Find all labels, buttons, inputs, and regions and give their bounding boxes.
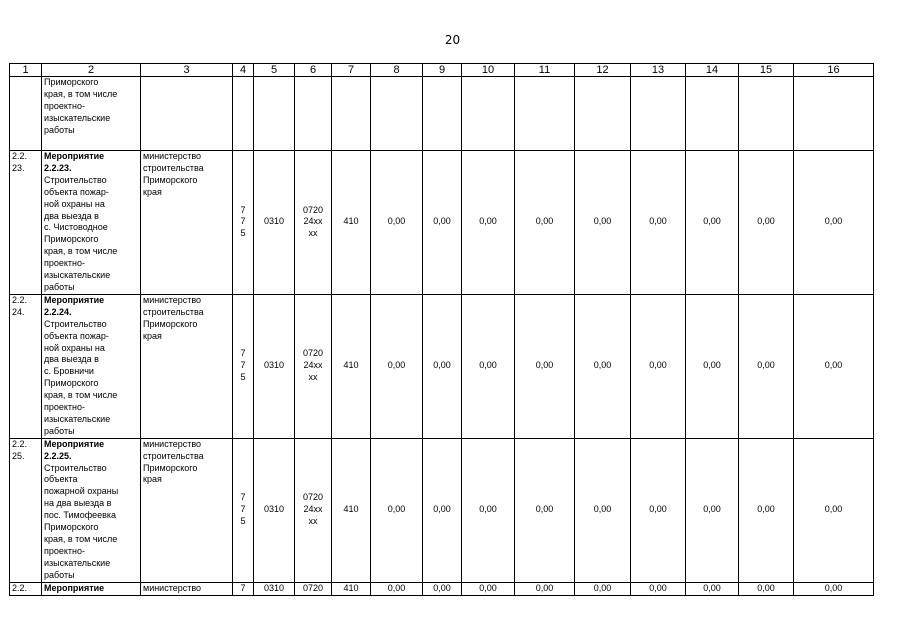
description-cell xyxy=(42,294,141,438)
empty-cell xyxy=(423,77,462,151)
description-line: объекта xyxy=(44,474,78,485)
grbs-cell: 7 xyxy=(233,582,254,595)
amount-cell: 0,00 xyxy=(794,294,874,438)
table-body xyxy=(10,64,874,596)
description-line: Строительство xyxy=(44,318,107,329)
amount-cell: 0,00 xyxy=(462,151,515,295)
vr-cell: 410 xyxy=(332,151,371,295)
description-line: края, в том числе xyxy=(44,390,118,401)
description-line: края, в том числе xyxy=(44,88,118,99)
executor-line: края xyxy=(143,186,162,197)
amount-cell: 0,00 xyxy=(371,582,423,595)
amount-cell: 0,00 xyxy=(575,151,631,295)
grbs-line: 7 xyxy=(240,204,246,215)
table-row-partial xyxy=(10,582,874,595)
rzpr-cell: 0310 xyxy=(254,151,295,295)
column-number-cell: 2 xyxy=(42,64,141,77)
executor-line: Приморского xyxy=(143,318,198,329)
executor-cell xyxy=(141,294,233,438)
amount-cell: 0,00 xyxy=(739,294,794,438)
csr-line: 24хх xyxy=(303,216,323,227)
row-number-line: 24. xyxy=(12,306,25,317)
description-line: Приморского xyxy=(44,522,99,533)
column-number-cell: 12 xyxy=(575,64,631,77)
executor-line: строительства xyxy=(143,162,204,173)
csr-line: 0720 xyxy=(302,492,324,503)
executor-line: края xyxy=(143,330,162,341)
amount-cell: 0,00 xyxy=(631,151,686,295)
description-line: Приморского xyxy=(44,77,99,87)
amount-cell: 0,00 xyxy=(462,438,515,582)
table-row xyxy=(10,151,874,295)
grbs-line: 5 xyxy=(240,516,246,527)
column-number-cell: 16 xyxy=(794,64,874,77)
column-number-cell: 8 xyxy=(371,64,423,77)
amount-cell: 0,00 xyxy=(515,438,575,582)
vr-cell: 410 xyxy=(332,582,371,595)
continuation-row xyxy=(10,77,874,151)
description-cell xyxy=(42,77,141,151)
amount-cell: 0,00 xyxy=(739,582,794,595)
measure-title-line: Мероприятие xyxy=(44,151,105,161)
executor-line: строительства xyxy=(143,450,204,461)
amount-cell: 0,00 xyxy=(423,582,462,595)
row-number-line: 2.2. xyxy=(12,294,28,305)
description-cell xyxy=(42,151,141,295)
empty-cell xyxy=(10,77,42,151)
description-line: края, в том числе xyxy=(44,534,118,544)
amount-cell: 0,00 xyxy=(631,582,686,595)
amount-cell: 0,00 xyxy=(631,438,686,582)
column-number-cell: 9 xyxy=(423,64,462,77)
amount-cell: 0,00 xyxy=(462,582,515,595)
csr-cell xyxy=(295,438,332,582)
csr-cell xyxy=(295,151,332,295)
table-row xyxy=(10,438,874,582)
description-line: края, в том числе xyxy=(44,246,118,257)
row-number-cell xyxy=(10,294,42,438)
row-number-cell xyxy=(10,438,42,582)
measure-title-line: 2.2.23. xyxy=(44,162,72,173)
description-line: проектно- xyxy=(44,402,86,413)
csr-line: 0720 xyxy=(302,348,324,359)
grbs-line: 5 xyxy=(240,228,246,239)
grbs-line: 5 xyxy=(240,372,246,383)
amount-cell: 0,00 xyxy=(371,294,423,438)
grbs-line: 7 xyxy=(240,504,246,515)
description-line: изыскательские xyxy=(44,112,111,123)
executor-line: края xyxy=(143,474,162,485)
empty-cell xyxy=(233,77,254,151)
empty-cell xyxy=(739,77,794,151)
empty-cell xyxy=(462,77,515,151)
column-number-cell: 3 xyxy=(141,64,233,77)
description-line: работы xyxy=(44,281,75,292)
page-number: 20 xyxy=(444,33,461,47)
empty-cell xyxy=(141,77,233,151)
column-number-cell: 4 xyxy=(233,64,254,77)
measure-title-line: Мероприятие xyxy=(44,438,105,449)
column-number-cell: 13 xyxy=(631,64,686,77)
empty-cell xyxy=(295,77,332,151)
grbs-line: 7 xyxy=(240,492,246,503)
description-line: работы xyxy=(44,569,75,580)
csr-line: хх xyxy=(308,228,318,239)
row-number-line: 2.2. xyxy=(12,438,28,449)
amount-cell: 0,00 xyxy=(739,438,794,582)
csr-line: хх xyxy=(308,372,318,383)
amount-cell: 0,00 xyxy=(515,294,575,438)
empty-cell xyxy=(575,77,631,151)
budget-table xyxy=(9,63,874,596)
description-line: проектно- xyxy=(44,545,86,556)
amount-cell: 0,00 xyxy=(575,438,631,582)
description-cell: Мероприятие xyxy=(42,582,141,595)
description-line: с. Чистоводное xyxy=(44,222,108,233)
amount-cell: 0,00 xyxy=(575,294,631,438)
description-line: изыскательские xyxy=(44,413,111,424)
grbs-cell xyxy=(233,294,254,438)
row-number-line: 2.2. xyxy=(12,151,28,161)
table-row xyxy=(10,294,874,438)
rzpr-cell: 0310 xyxy=(254,438,295,582)
csr-cell: 0720 xyxy=(295,582,332,595)
vr-cell: 410 xyxy=(332,294,371,438)
column-number-cell: 10 xyxy=(462,64,515,77)
description-line: с. Бровничи xyxy=(44,366,94,377)
description-line: работы xyxy=(44,124,75,135)
csr-cell xyxy=(295,294,332,438)
amount-cell: 0,00 xyxy=(794,438,874,582)
empty-cell xyxy=(794,77,874,151)
amount-cell: 0,00 xyxy=(371,438,423,582)
amount-cell: 0,00 xyxy=(794,582,874,595)
description-line: ной охраны на xyxy=(44,198,105,209)
executor-cell: министерство xyxy=(141,582,233,595)
amount-cell: 0,00 xyxy=(515,582,575,595)
executor-cell xyxy=(141,438,233,582)
csr-line: хх xyxy=(308,516,318,527)
measure-title-line: 2.2.24. xyxy=(44,306,72,317)
executor-cell xyxy=(141,151,233,295)
amount-cell: 0,00 xyxy=(686,438,739,582)
amount-cell: 0,00 xyxy=(631,294,686,438)
amount-cell: 0,00 xyxy=(423,438,462,582)
vr-cell: 410 xyxy=(332,438,371,582)
description-line: объекта пожар- xyxy=(44,330,109,341)
grbs-line: 7 xyxy=(240,360,246,371)
description-line: работы xyxy=(44,425,75,436)
description-line: пос. Тимофеевка xyxy=(44,510,117,521)
empty-cell xyxy=(254,77,295,151)
grbs-line: 7 xyxy=(240,348,246,359)
grbs-cell xyxy=(233,438,254,582)
column-number-cell: 5 xyxy=(254,64,295,77)
description-line: два выезда в xyxy=(44,354,99,365)
grbs-cell xyxy=(233,151,254,295)
column-number-cell: 7 xyxy=(332,64,371,77)
empty-cell xyxy=(332,77,371,151)
row-number-line: 25. xyxy=(12,450,25,461)
grbs-line: 7 xyxy=(240,216,246,227)
description-line: пожарной охраны xyxy=(44,486,119,497)
executor-line: Приморского xyxy=(143,462,198,473)
column-number-cell: 11 xyxy=(515,64,575,77)
csr-line: 24хх xyxy=(303,504,323,515)
description-line: Строительство xyxy=(44,174,107,185)
description-line: проектно- xyxy=(44,258,86,269)
amount-cell: 0,00 xyxy=(371,151,423,295)
amount-cell: 0,00 xyxy=(686,582,739,595)
description-line: изыскательские xyxy=(44,557,111,568)
empty-cell xyxy=(515,77,575,151)
column-number-cell: 15 xyxy=(739,64,794,77)
executor-line: Приморского xyxy=(143,174,198,185)
amount-cell: 0,00 xyxy=(794,151,874,295)
executor-line: министерство xyxy=(143,438,202,449)
column-number-cell: 6 xyxy=(295,64,332,77)
description-line: Приморского xyxy=(44,234,99,245)
measure-title-line: Мероприятие xyxy=(44,294,105,305)
row-number-line: 23. xyxy=(12,162,25,173)
column-number-row xyxy=(10,64,874,77)
description-line: изыскательские xyxy=(44,270,111,281)
row-number-cell: 2.2. xyxy=(10,582,42,595)
description-line: Приморского xyxy=(44,378,99,389)
column-number-cell: 14 xyxy=(686,64,739,77)
description-line: объекта пожар- xyxy=(44,186,109,197)
executor-line: министерство xyxy=(143,294,202,305)
csr-line: 24хх xyxy=(303,360,323,371)
empty-cell xyxy=(631,77,686,151)
executor-line: министерство xyxy=(143,151,202,161)
amount-cell: 0,00 xyxy=(462,294,515,438)
column-number-cell: 1 xyxy=(10,64,42,77)
amount-cell: 0,00 xyxy=(686,294,739,438)
description-line: ной охраны на xyxy=(44,342,105,353)
description-cell xyxy=(42,438,141,582)
amount-cell: 0,00 xyxy=(515,151,575,295)
description-line: два выезда в xyxy=(44,210,99,221)
empty-cell xyxy=(686,77,739,151)
amount-cell: 0,00 xyxy=(686,151,739,295)
description-line: проектно- xyxy=(44,100,86,111)
csr-line: 0720 xyxy=(302,204,324,215)
row-number-cell xyxy=(10,151,42,295)
amount-cell: 0,00 xyxy=(739,151,794,295)
empty-cell xyxy=(371,77,423,151)
description-line: на два выезда в xyxy=(44,498,112,509)
rzpr-cell: 0310 xyxy=(254,294,295,438)
executor-line: строительства xyxy=(143,306,204,317)
description-line: Строительство xyxy=(44,462,107,473)
rzpr-cell: 0310 xyxy=(254,582,295,595)
amount-cell: 0,00 xyxy=(423,294,462,438)
amount-cell: 0,00 xyxy=(423,151,462,295)
measure-title-line: 2.2.25. xyxy=(44,450,72,461)
amount-cell: 0,00 xyxy=(575,582,631,595)
